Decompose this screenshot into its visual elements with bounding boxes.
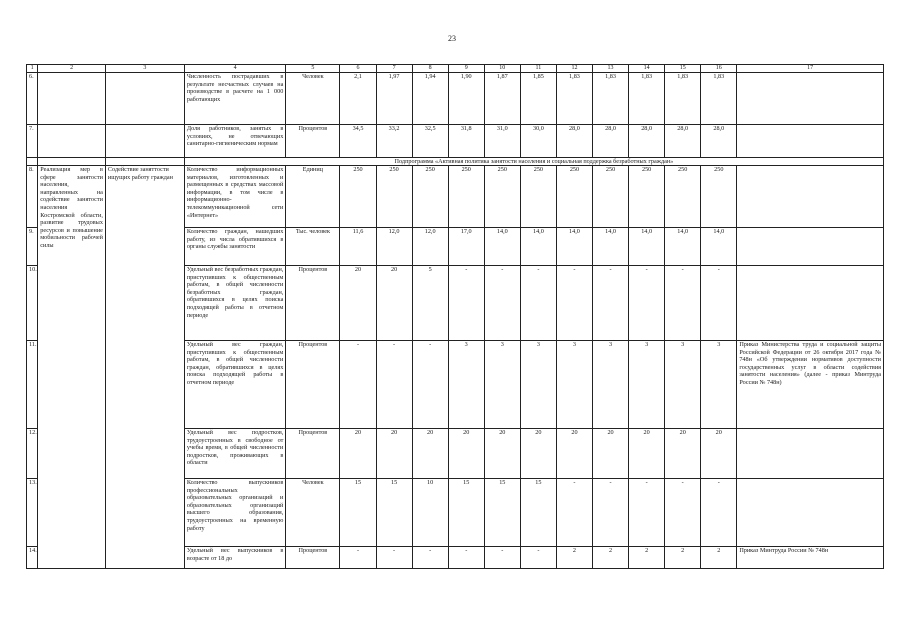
unit-cell: Человек	[286, 73, 340, 125]
indicators-table	[26, 64, 884, 569]
value-cell: 20	[556, 429, 592, 479]
task-cell	[105, 125, 184, 158]
value-cell: 2	[593, 547, 629, 569]
column-header: 10	[484, 65, 520, 73]
column-header: 8	[412, 65, 448, 73]
indicator-name: Количество информационных материалов, изготовленных и размещенных в средствах массовой информации, в том числе в информационно-телекоммуникационной сети «Интернет»	[184, 166, 285, 228]
page-number: 23	[448, 34, 456, 43]
value-cell: 250	[448, 166, 484, 228]
column-header: 16	[701, 65, 737, 73]
value-cell: 250	[629, 166, 665, 228]
value-cell: 250	[412, 166, 448, 228]
row-number: 7.	[27, 125, 38, 158]
value-cell: 20	[665, 429, 701, 479]
column-header: 5	[286, 65, 340, 73]
value-cell: 14,0	[484, 228, 520, 266]
value-cell: 12,0	[412, 228, 448, 266]
value-cell: 34,5	[340, 125, 376, 158]
value-cell: 15	[340, 479, 376, 547]
value-cell: -	[593, 266, 629, 341]
value-cell: -	[520, 266, 556, 341]
value-cell: 250	[340, 166, 376, 228]
value-cell: -	[340, 547, 376, 569]
note-cell: Приказ Минтруда России № 748н	[737, 547, 884, 569]
value-cell: 31,0	[484, 125, 520, 158]
indicator-name: Количество граждан, нашедших работу, из числа обратившихся в органы службы занятости	[184, 228, 285, 266]
value-cell: 20	[701, 429, 737, 479]
value-cell: 250	[556, 166, 592, 228]
empty-cell	[105, 158, 184, 166]
column-header: 15	[665, 65, 701, 73]
value-cell: 20	[376, 266, 412, 341]
value-cell: 20	[448, 429, 484, 479]
value-cell: 250	[593, 166, 629, 228]
value-cell: 30,0	[520, 125, 556, 158]
column-header: 2	[38, 65, 106, 73]
note-cell: Приказ Министерства труда и социальной защиты Российской Федерации от 26 октября 2017 года № 748н «Об утверждении нормативов доступности государственных услуг в области содействия занятости населения» (далее - приказ Минтруда России № 748н)	[737, 341, 884, 429]
value-cell: -	[520, 547, 556, 569]
column-header: 6	[340, 65, 376, 73]
note-cell	[737, 266, 884, 341]
subprogram-row	[27, 158, 884, 166]
value-cell: 5	[412, 266, 448, 341]
measure-cell	[38, 73, 106, 125]
value-cell: 14,0	[701, 228, 737, 266]
value-cell: 2,1	[340, 73, 376, 125]
value-cell: 3	[665, 341, 701, 429]
value-cell: 28,0	[701, 125, 737, 158]
value-cell: 20	[376, 429, 412, 479]
value-cell: 14,0	[556, 228, 592, 266]
value-cell: 20	[520, 429, 556, 479]
value-cell: 14,0	[593, 228, 629, 266]
column-header: 11	[520, 65, 556, 73]
value-cell: 33,2	[376, 125, 412, 158]
row-number: 14.	[27, 547, 38, 569]
note-cell	[737, 429, 884, 479]
unit-cell: Процентов	[286, 266, 340, 341]
column-header: 13	[593, 65, 629, 73]
value-cell: 250	[665, 166, 701, 228]
value-cell: 2	[701, 547, 737, 569]
value-cell: 3	[593, 341, 629, 429]
value-cell: -	[629, 479, 665, 547]
measure-cell	[38, 125, 106, 158]
value-cell: 3	[629, 341, 665, 429]
value-cell: -	[665, 266, 701, 341]
value-cell: 20	[629, 429, 665, 479]
value-cell: 28,0	[593, 125, 629, 158]
value-cell: 2	[629, 547, 665, 569]
column-header: 4	[184, 65, 285, 73]
row-number: 8.	[27, 166, 38, 228]
row-number: 10.	[27, 266, 38, 341]
value-cell: 2	[665, 547, 701, 569]
value-cell: -	[484, 266, 520, 341]
value-cell: 20	[412, 429, 448, 479]
row-number: 6.	[27, 73, 38, 125]
value-cell: -	[448, 547, 484, 569]
indicator-name: Удельный вес безработных граждан, приступивших к общественным работам, в общей численности безработных граждан, обратившихся в целях поиска подходящей работы в отчетном периоде	[184, 266, 285, 341]
value-cell: 1,83	[665, 73, 701, 125]
row-number: 13.	[27, 479, 38, 547]
indicator-name: Удельный вес подростков, трудоустроенных в свободное от учебы время, в общей численности подростков, проживающих в области	[184, 429, 285, 479]
value-cell: 10	[412, 479, 448, 547]
value-cell: 15	[520, 479, 556, 547]
value-cell: 1,83	[556, 73, 592, 125]
value-cell: 1,83	[701, 73, 737, 125]
unit-cell: Тыс. человек	[286, 228, 340, 266]
value-cell: 17,0	[448, 228, 484, 266]
value-cell: -	[340, 341, 376, 429]
value-cell: 14,0	[629, 228, 665, 266]
indicator-name: Удельный вес граждан, приступивших к общественным работам, в общей численности граждан, обратившихся в целях поиска подходящей работы в отчетном периоде	[184, 341, 285, 429]
value-cell: 2	[556, 547, 592, 569]
row-number: 9.	[27, 228, 38, 266]
value-cell: -	[629, 266, 665, 341]
indicator-name: Количество выпускников профессиональных образовательных организаций и образовательных организаций высшего образования, трудоустроенных на временную работу	[184, 479, 285, 547]
value-cell: 250	[701, 166, 737, 228]
column-header: 9	[448, 65, 484, 73]
value-cell: -	[376, 341, 412, 429]
value-cell: -	[448, 266, 484, 341]
measure-name: Реализация мер в сфере занятости населения, направленных на содействие занятости населения Костромской области, развитие трудовых ресурсов и повышение мобильности рабочей силы	[38, 166, 106, 569]
value-cell: 12,0	[376, 228, 412, 266]
value-cell: 31,8	[448, 125, 484, 158]
value-cell: -	[593, 479, 629, 547]
value-cell: 14,0	[665, 228, 701, 266]
subprogram-title: Подпрограмма «Активная политика занятости населения и социальная поддержка безработных граждан»	[184, 158, 883, 166]
value-cell: 28,0	[665, 125, 701, 158]
value-cell: 250	[520, 166, 556, 228]
empty-cell	[27, 158, 38, 166]
value-cell: -	[701, 266, 737, 341]
task-cell	[105, 73, 184, 125]
note-cell	[737, 166, 884, 228]
value-cell: -	[412, 341, 448, 429]
value-cell: 20	[340, 429, 376, 479]
indicator-name: Численность пострадавших в результате несчастных случаев на производстве в расчете на 1 000 работающих	[184, 73, 285, 125]
value-cell: 3	[556, 341, 592, 429]
task-name: Содействие заняттости ищущих работу граждан	[105, 166, 184, 569]
row-number: 12.	[27, 429, 38, 479]
column-header: 7	[376, 65, 412, 73]
value-cell: 3	[520, 341, 556, 429]
value-cell: -	[556, 266, 592, 341]
value-cell: 11,6	[340, 228, 376, 266]
unit-cell: Процентов	[286, 125, 340, 158]
value-cell: -	[376, 547, 412, 569]
value-cell: 14,0	[520, 228, 556, 266]
value-cell: 1,90	[448, 73, 484, 125]
unit-cell: Процентов	[286, 429, 340, 479]
value-cell: 1,87	[484, 73, 520, 125]
row-number: 11.	[27, 341, 38, 429]
column-header: 14	[629, 65, 665, 73]
value-cell: 28,0	[556, 125, 592, 158]
value-cell: -	[701, 479, 737, 547]
indicator-name: Удельный вес выпускников в возрасте от 18 до	[184, 547, 285, 569]
value-cell: 20	[340, 266, 376, 341]
value-cell: 3	[448, 341, 484, 429]
unit-cell: Единиц	[286, 166, 340, 228]
value-cell: 1,97	[376, 73, 412, 125]
indicator-name: Доля работников, занятых в условиях, не отвечающих санитарно-гигиеническим нормам	[184, 125, 285, 158]
value-cell: 1,94	[412, 73, 448, 125]
note-cell	[737, 479, 884, 547]
value-cell: 15	[376, 479, 412, 547]
value-cell: 1,83	[629, 73, 665, 125]
value-cell: 15	[484, 479, 520, 547]
column-header: 1	[27, 65, 38, 73]
value-cell: 250	[376, 166, 412, 228]
value-cell: 1,85	[520, 73, 556, 125]
unit-cell: Человек	[286, 479, 340, 547]
value-cell: 20	[484, 429, 520, 479]
value-cell: 3	[484, 341, 520, 429]
value-cell: 15	[448, 479, 484, 547]
note-cell	[737, 73, 884, 125]
value-cell: 3	[701, 341, 737, 429]
column-header: 12	[556, 65, 592, 73]
value-cell: -	[484, 547, 520, 569]
note-cell	[737, 228, 884, 266]
value-cell: 1,83	[593, 73, 629, 125]
empty-cell	[38, 158, 106, 166]
value-cell: 28,0	[629, 125, 665, 158]
table-row	[27, 166, 884, 228]
value-cell: 32,5	[412, 125, 448, 158]
value-cell: 250	[484, 166, 520, 228]
value-cell: -	[556, 479, 592, 547]
value-cell: 20	[593, 429, 629, 479]
table-row	[27, 125, 884, 158]
note-cell	[737, 125, 884, 158]
unit-cell: Процентов	[286, 341, 340, 429]
column-header: 17	[737, 65, 884, 73]
column-header: 3	[105, 65, 184, 73]
value-cell: -	[665, 479, 701, 547]
table-row	[27, 73, 884, 125]
header-row	[27, 65, 884, 73]
table-body	[27, 73, 884, 569]
unit-cell: Процентов	[286, 547, 340, 569]
value-cell: -	[412, 547, 448, 569]
